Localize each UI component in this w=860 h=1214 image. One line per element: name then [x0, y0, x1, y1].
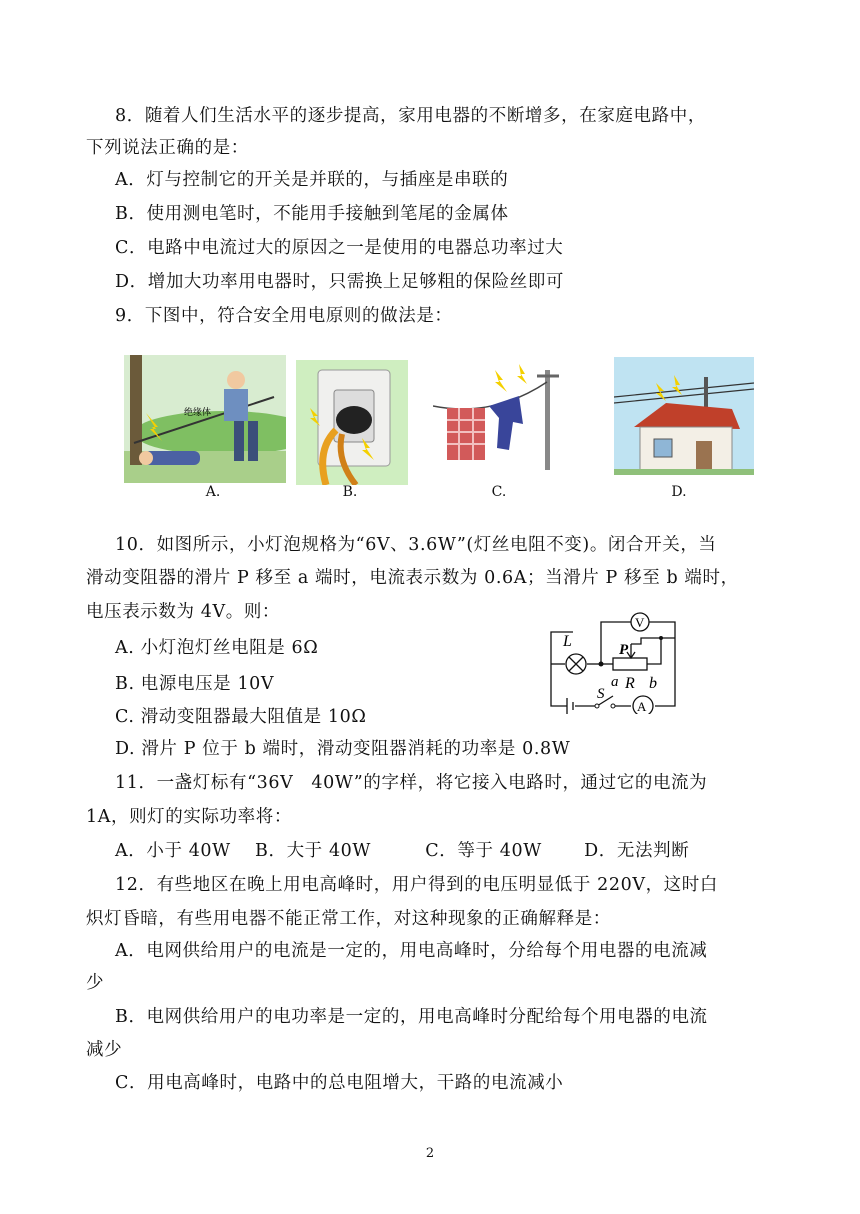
caption-b: B.	[342, 484, 358, 500]
caption-a: A.	[205, 484, 221, 500]
q12-option-b-line2: 减少	[86, 1040, 123, 1060]
q10-option-a: A. 小灯泡灯丝电阻是 6Ω	[115, 638, 319, 658]
q10-option-b: B. 电源电压是 10V	[115, 674, 275, 694]
q8-option-c: C．电路中电流过大的原因之一是使用的电器总功率过大	[115, 238, 564, 258]
q8-option-d: D．增加大功率用电器时，只需换上足够粗的保险丝即可	[115, 272, 565, 292]
voltmeter-label: V	[635, 615, 645, 630]
q8-stem-line1: 8．随着人们生活水平的逐步提高，家用电器的不断增多，在家庭电路中，	[115, 106, 706, 126]
q12-option-b-line1: B．电网供给用户的电功率是一定的，用电高峰时分配给每个用电器的电流	[115, 1007, 708, 1027]
q8-option-b: B．使用测电笔时，不能用手接触到笔尾的金属体	[115, 204, 509, 224]
label-P: P	[619, 642, 629, 658]
picture-c-clothes-on-wire	[433, 362, 571, 472]
label-S: S	[597, 686, 605, 702]
q12-option-c: C．用电高峰时，电路中的总电阻增大，干路的电流减小	[115, 1073, 564, 1093]
q9-stem: 9．下图中，符合安全用电原则的做法是：	[115, 306, 453, 326]
picture-b-wet-plug	[296, 360, 408, 485]
insulator-label: 绝缘体	[184, 408, 212, 418]
picture-d-house	[614, 357, 754, 475]
q12-option-a-line2: 少	[86, 973, 105, 993]
q10-stem-line2: 滑动变阻器的滑片 P 移至 a 端时，电流表示数为 0.6A；当滑片 P 移至 b 端时，	[86, 568, 739, 588]
label-R: R	[625, 675, 635, 692]
q10-stem-line1: 10．如图所示，小灯泡规格为“6V、3.6W”(灯丝电阻不变)。闭合开关，当	[115, 535, 717, 555]
q10-stem-line3: 电压表示数为 4V。则：	[86, 602, 281, 622]
ammeter-label: A	[637, 699, 647, 714]
q12-option-a-line1: A．电网供给用户的电流是一定的，用电高峰时，分给每个用电器的电流减	[115, 941, 708, 961]
label-b: b	[649, 675, 657, 692]
q12-stem-line1: 12．有些地区在晚上用电高峰时，用户得到的电压明显低于 220V，这时白	[115, 875, 718, 895]
label-a: a	[611, 674, 619, 690]
label-L: L	[563, 633, 572, 650]
q8-option-a: A．灯与控制它的开关是并联的，与插座是串联的	[115, 170, 509, 190]
caption-c: C.	[491, 484, 507, 500]
q10-option-d: D. 滑片 P 位于 b 端时，滑动变阻器消耗的功率是 0.8W	[115, 739, 571, 759]
q12-stem-line2: 炽灯昏暗，有些用电器不能正常工作，对这种现象的正确解释是：	[86, 909, 611, 929]
q11-stem-line2: 1A，则灯的实际功率将：	[86, 807, 292, 827]
picture-a-rescue	[124, 355, 286, 483]
page-number: 2	[425, 1146, 435, 1161]
q10-option-c: C. 滑动变阻器最大阻值是 10Ω	[115, 707, 367, 727]
circuit-diagram	[545, 608, 685, 714]
q8-stem-line2: 下列说法正确的是：	[86, 138, 249, 158]
q11-options: A．小于 40W B．大于 40W C．等于 40W D．无法判断	[115, 841, 690, 861]
caption-d: D.	[671, 484, 687, 500]
q11-stem-line1: 11．一盏灯标有“36V 40W”的字样，将它接入电路时，通过它的电流为	[115, 773, 708, 793]
